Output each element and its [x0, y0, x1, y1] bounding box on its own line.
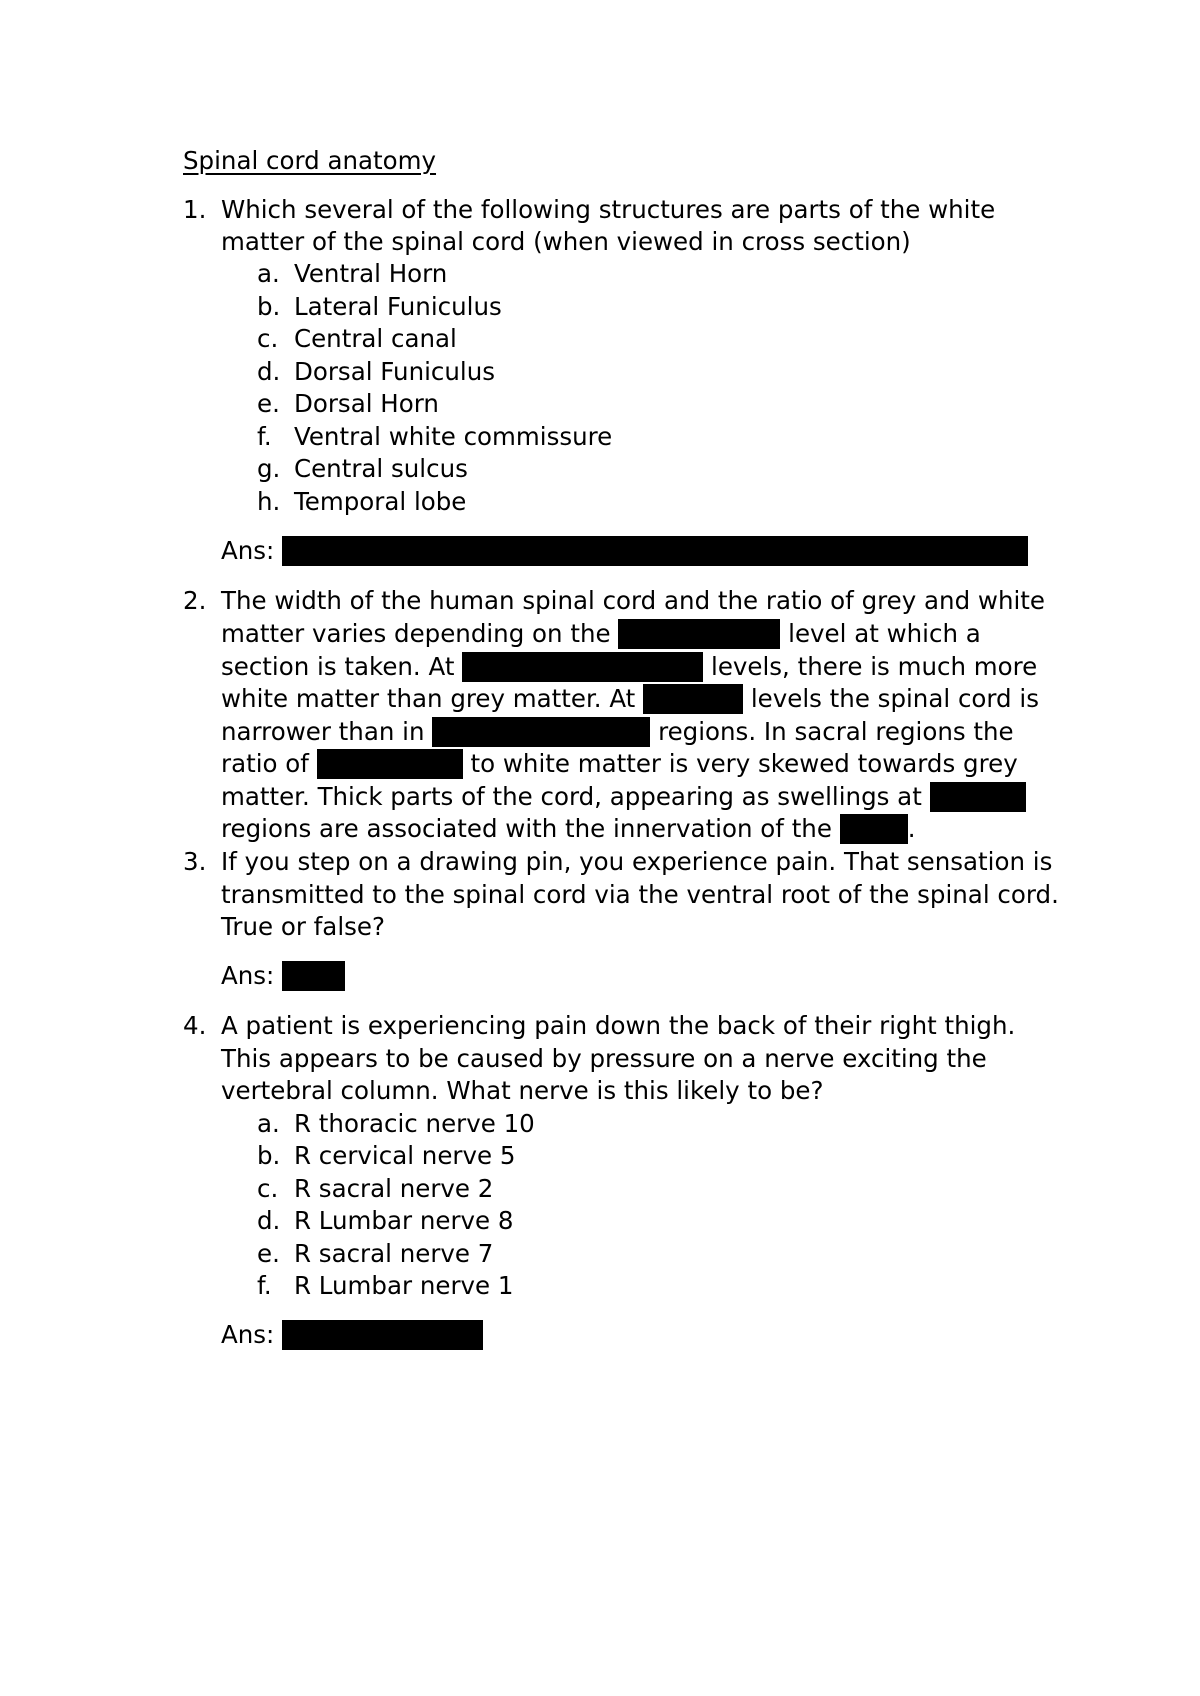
- q2-text-segment: matter varies depending on the: [221, 619, 611, 648]
- q4-option-letter: d.: [257, 1206, 281, 1235]
- q1-option-letter: f.: [257, 422, 272, 451]
- q1-option-letter: e.: [257, 389, 280, 418]
- q4-answer-label: Ans:: [221, 1320, 275, 1349]
- q4-option-letter: c.: [257, 1174, 279, 1203]
- question-1-text-line-2: matter of the spinal cord (when viewed in cross section): [221, 227, 911, 256]
- q2-text-segment: narrower than in: [221, 717, 425, 746]
- q1-option-letter: h.: [257, 487, 281, 516]
- q4-option-text: R sacral nerve 7: [294, 1239, 494, 1268]
- question-2-number: 2.: [183, 586, 207, 615]
- q1-option-text: Dorsal Horn: [294, 389, 439, 418]
- q4-option-text: R thoracic nerve 10: [294, 1109, 535, 1138]
- question-3-text-line-2: transmitted to the spinal cord via the ventral root of the spinal cord.: [221, 880, 1059, 909]
- q3-answer-redaction: [282, 961, 345, 991]
- q2-text-segment: .: [907, 814, 916, 843]
- question-3-text-line-1: If you step on a drawing pin, you experience pain. That sensation is: [221, 847, 1053, 876]
- q2-text-segment: section is taken. At: [221, 652, 455, 681]
- q2-text-segment: matter. Thick parts of the cord, appearing as swellings at: [221, 782, 922, 811]
- q1-option-text: Lateral Funiculus: [294, 292, 502, 321]
- q1-option-text: Temporal lobe: [294, 487, 467, 516]
- q1-option-text: Ventral white commissure: [294, 422, 613, 451]
- q2-text-segment: level at which a: [788, 619, 981, 648]
- q2-text-segment: to white matter is very skewed towards grey: [470, 749, 1018, 778]
- q3-answer-label: Ans:: [221, 961, 275, 990]
- q1-option-text: Dorsal Funiculus: [294, 357, 496, 386]
- q1-option-text: Ventral Horn: [294, 259, 448, 288]
- q4-option-letter: e.: [257, 1239, 280, 1268]
- question-4-number: 4.: [183, 1011, 207, 1040]
- q1-option-letter: b.: [257, 292, 281, 321]
- q2-blank-redaction: [643, 684, 743, 714]
- q2-text-segment: regions are associated with the innervation of the: [221, 814, 832, 843]
- question-2-text-line-2: [221, 617, 981, 650]
- q1-option-letter: g.: [257, 454, 281, 483]
- q2-text-segment: regions. In sacral regions the: [658, 717, 1014, 746]
- q4-option-letter: f.: [257, 1271, 272, 1300]
- q1-option-letter: c.: [257, 324, 279, 353]
- q4-option-letter: a.: [257, 1109, 280, 1138]
- question-3-number: 3.: [183, 847, 207, 876]
- q1-answer-row: [221, 534, 1028, 567]
- q1-answer-redaction: [282, 536, 1028, 566]
- q1-option-text: Central canal: [294, 324, 457, 353]
- q2-text-segment: levels, there is much more: [711, 652, 1038, 681]
- question-2-text-line-4: [221, 682, 1039, 715]
- q2-blank-redaction: [317, 749, 463, 779]
- q1-option-letter: d.: [257, 357, 281, 386]
- q4-option-text: R Lumbar nerve 1: [294, 1271, 514, 1300]
- q4-answer-redaction: [282, 1320, 483, 1350]
- q2-text-segment: white matter than grey matter. At: [221, 684, 636, 713]
- question-2-text-line-3: [221, 650, 1037, 683]
- question-1-number: 1.: [183, 195, 207, 224]
- question-1-text-line-1: Which several of the following structures are parts of the white: [221, 195, 996, 224]
- q3-answer-row: [221, 959, 345, 992]
- q4-option-text: R Lumbar nerve 8: [294, 1206, 514, 1235]
- question-2-text-line-8: [221, 812, 916, 845]
- question-4-text-line-2: This appears to be caused by pressure on a nerve exciting the: [221, 1044, 987, 1073]
- page-title: Spinal cord anatomy: [183, 146, 437, 175]
- question-2-text-line-6: [221, 747, 1018, 780]
- question-3-text-line-3: True or false?: [221, 912, 385, 941]
- q1-option-text: Central sulcus: [294, 454, 468, 483]
- q2-blank-redaction: [432, 717, 650, 747]
- q4-option-text: R cervical nerve 5: [294, 1141, 516, 1170]
- question-2-text-line-5: [221, 715, 1014, 748]
- q2-blank-redaction: [462, 652, 703, 682]
- q4-option-letter: b.: [257, 1141, 281, 1170]
- q2-blank-redaction: [618, 619, 780, 649]
- q1-option-letter: a.: [257, 259, 280, 288]
- q4-answer-row: [221, 1318, 483, 1351]
- q2-text-segment: levels the spinal cord is: [750, 684, 1039, 713]
- q2-blank-redaction: [930, 782, 1026, 812]
- question-4-text-line-1: A patient is experiencing pain down the back of their right thigh.: [221, 1011, 1016, 1040]
- q4-option-text: R sacral nerve 2: [294, 1174, 494, 1203]
- question-2-text-line-1: The width of the human spinal cord and the ratio of grey and white: [221, 586, 1045, 615]
- q2-blank-redaction: [840, 814, 908, 844]
- question-2-text-line-7: [221, 780, 1026, 813]
- q1-answer-label: Ans:: [221, 536, 275, 565]
- q2-text-segment: ratio of: [221, 749, 309, 778]
- question-4-text-line-3: vertebral column. What nerve is this likely to be?: [221, 1076, 824, 1105]
